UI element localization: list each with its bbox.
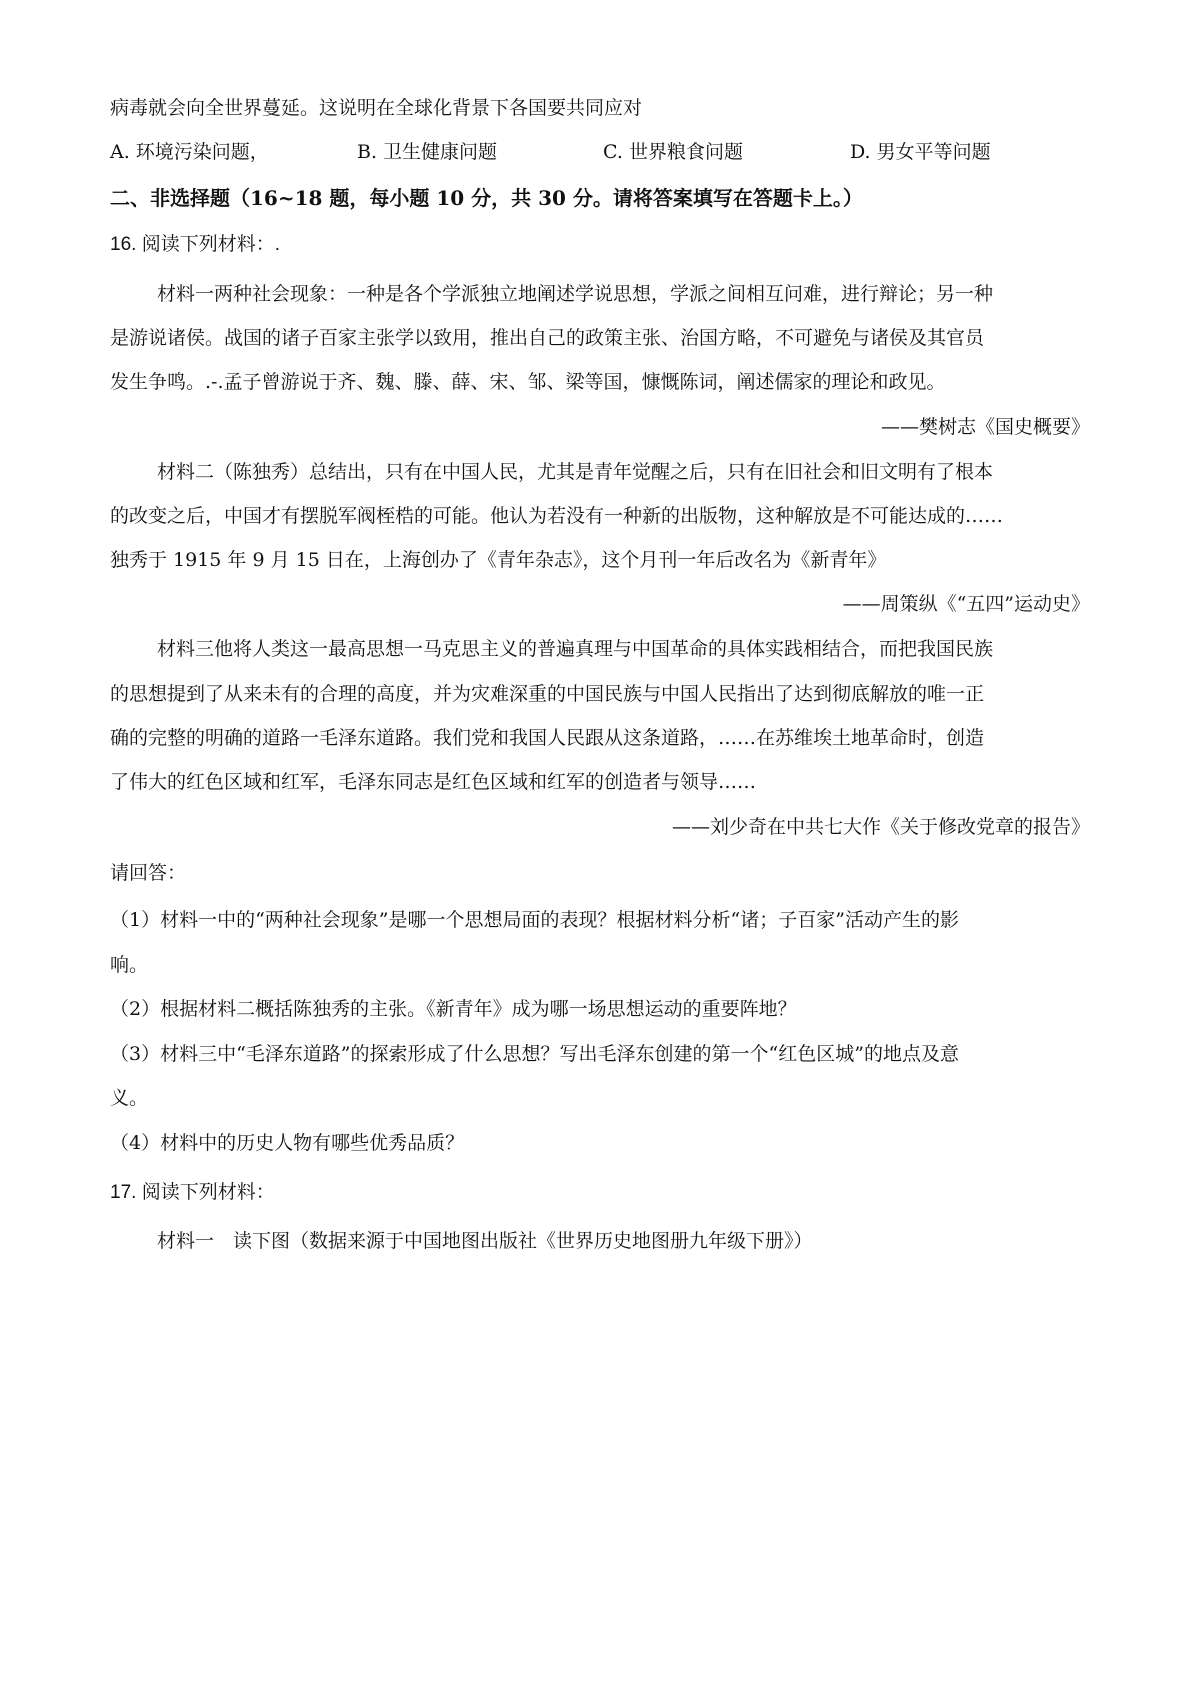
- sub-question-2: （2）根据材料二概括陈独秀的主张。《新青年》成为哪一场思想运动的重要阵地？: [110, 998, 797, 1020]
- section-heading: 二、非选择题（16~18 题，每小题 10 分，共 30 分。请将答案填写在答题卡上。）: [110, 186, 863, 210]
- material-3-line-4: 了伟大的红色区域和红军，毛泽东同志是红色区域和红军的创造者与领导……: [110, 771, 757, 793]
- question-17-material-1: 材料一 读下图（数据来源于中国地图出版社《世界历史地图册九年级下册》）: [157, 1230, 813, 1252]
- material-2-line-2: 的改变之后，中国才有摆脱军阀桎梏的可能。他认为若没有一种新的出版物，这种解放是不可能达成的……: [110, 505, 1004, 527]
- material-2-line-1: 材料二（陈独秀）总结出，只有在中国人民，尤其是青年觉醒之后，只有在旧社会和旧文明有了根本: [157, 461, 994, 483]
- material-2-line-3: 独秀于 1915 年 9 月 15 日在，上海创办了《青年杂志》，这个月刊一年后改名为《新青年》: [110, 549, 887, 571]
- sub-question-3-line-1: （3）材料三中“毛泽东道路”的探索形成了什么思想？写出毛泽东创建的第一个“红色区城”的地点及意: [110, 1043, 959, 1065]
- material-3-source: ——刘少奇在中共七大作《关于修改党章的报告》: [671, 816, 1090, 838]
- option-b: B. 卫生健康问题: [357, 141, 498, 163]
- material-1-line-2: 是游说诸侯。战国的诸子百家主张学以致用，推出自己的政策主张、治国方略，不可避免与诸侯及其官员: [110, 327, 985, 349]
- material-2-source: ——周策纵《“五四”运动史》: [842, 593, 1090, 615]
- material-1-line-3: 发生争鸣。.-.孟子曾游说于齐、魏、滕、薛、宋、邹、梁等国，慷慨陈词，阐述儒家的理论和政见。: [110, 371, 946, 393]
- material-3-line-1: 材料三他将人类这一最高思想一马克思主义的普遍真理与中国革命的具体实践相结合，而把我国民族: [157, 638, 994, 660]
- material-3-line-2: 的思想提到了从来未有的合理的高度，并为灾难深重的中国民族与中国人民指出了达到彻底解放的唯一正: [110, 683, 985, 705]
- material-3-line-3: 确的完整的明确的道路一毛泽东道路。我们党和我国人民跟从这条道路，……在苏维埃土地革命时，创造: [110, 727, 985, 749]
- question-17-title: 17. 阅读下列材料：: [110, 1182, 275, 1203]
- option-c: C. 世界粮食问题: [603, 141, 743, 163]
- sub-question-1-line-2: 响。: [110, 954, 149, 976]
- material-1-source: ——樊树志《国史概要》: [880, 416, 1090, 438]
- question-16-title: 16. 阅读下列材料：.: [110, 234, 280, 255]
- option-a: A. 环境污染问题，: [110, 141, 269, 163]
- sub-question-1-line-1: （1）材料一中的“两种社会现象”是哪一个思想局面的表现？根据材料分析“诸；子百家”活动产生的影: [110, 909, 959, 931]
- option-d: D. 男女平等问题: [850, 141, 991, 163]
- material-1-line-1: 材料一两种社会现象：一种是各个学派独立地阐述学说思想，学派之间相互问难，进行辩论；另一种: [157, 283, 994, 305]
- sub-question-4: （4）材料中的历史人物有哪些优秀品质？: [110, 1132, 465, 1154]
- question-stem-continuation: 病毒就会向全世界蔓延。这说明在全球化背景下各国要共同应对: [110, 97, 643, 119]
- answer-prompt: 请回答：: [110, 862, 187, 884]
- sub-question-3-line-2: 义。: [110, 1087, 149, 1109]
